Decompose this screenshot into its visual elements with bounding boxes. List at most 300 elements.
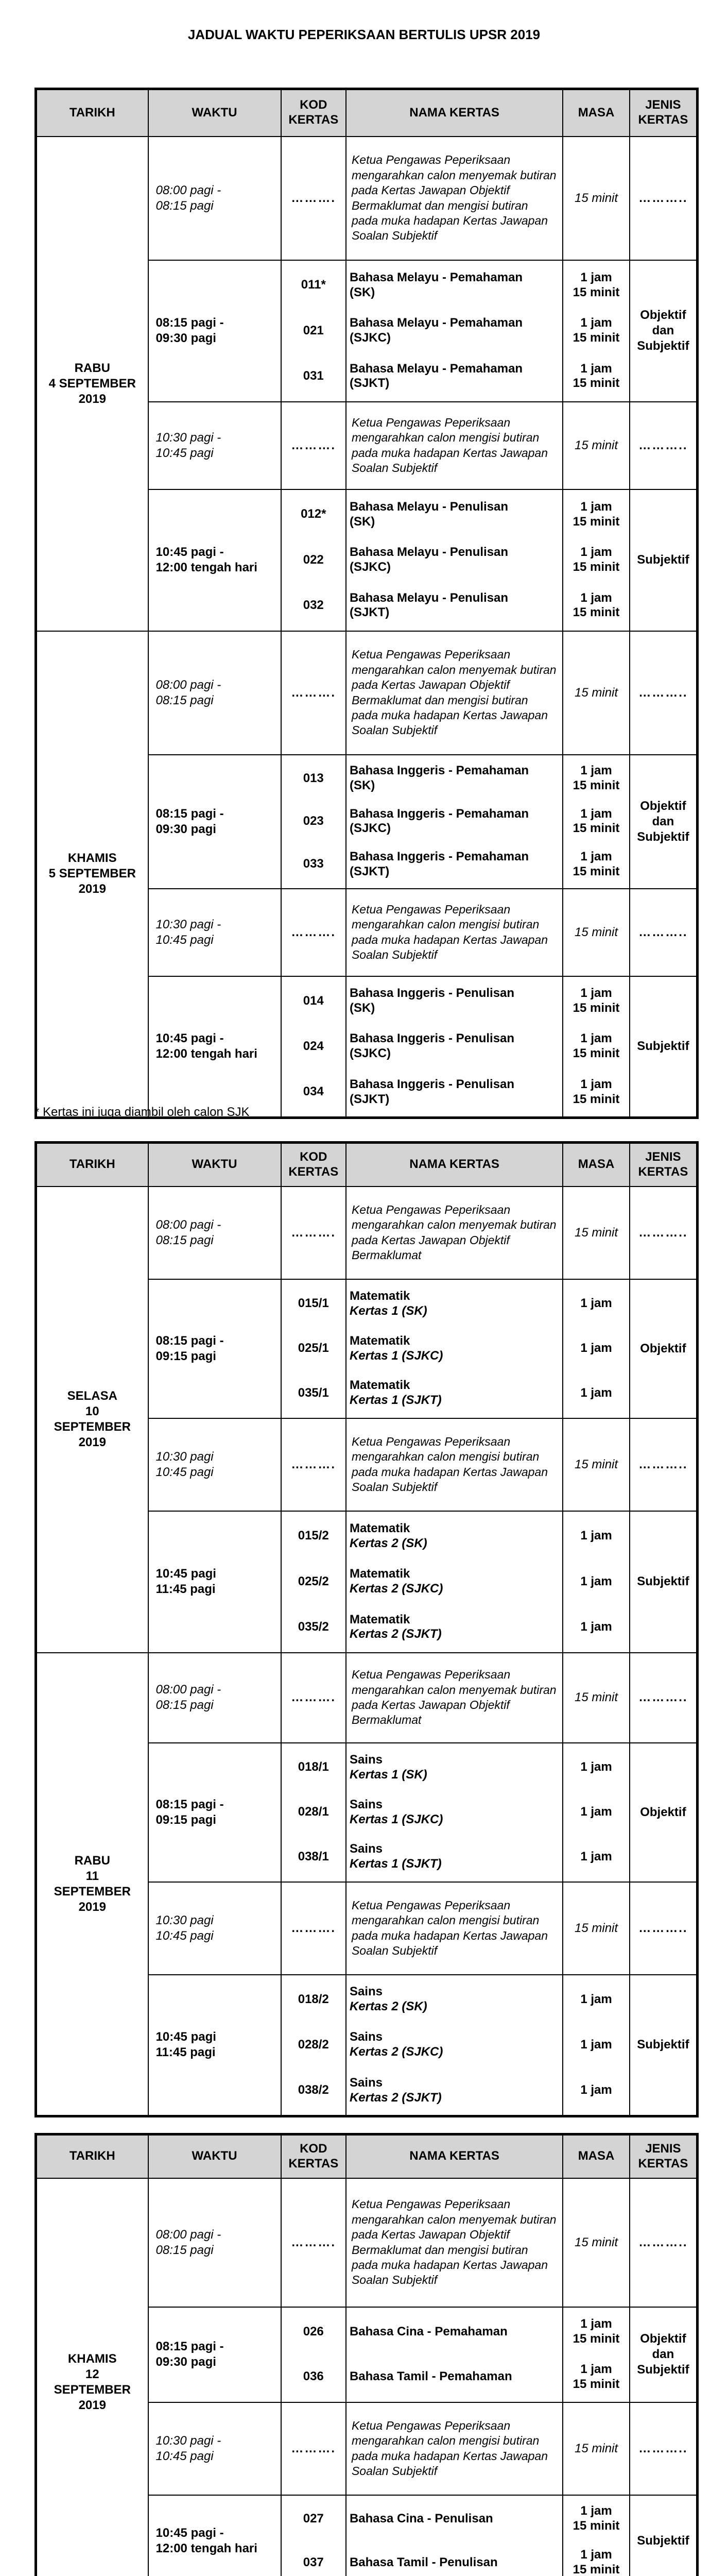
- time-cell: 10:30 pagi - 10:45 pagi: [148, 402, 281, 489]
- paper-type-cell: Subjektif: [630, 2495, 698, 2576]
- paper-variant: Kertas 1 (SK): [349, 1303, 427, 1318]
- paper-title: Matematik: [349, 1289, 410, 1303]
- paper-type-placeholder: ………..: [630, 1882, 698, 1975]
- paper-name-text: [350, 1077, 514, 1107]
- paper-code: 018/1: [298, 1760, 329, 1774]
- duration: 1 jam: [580, 1574, 612, 1588]
- paper-name-cell: [346, 489, 563, 631]
- paper-code-placeholder: ……….: [281, 402, 346, 489]
- paper-name-cell: [346, 1975, 563, 2116]
- duration-cell: 15 minit: [563, 2402, 630, 2495]
- paper-title: Bahasa Tamil - Penulisan: [349, 2555, 498, 2569]
- paper-variant: (SJKC): [349, 330, 391, 345]
- header-tarikh: TARIKH: [36, 89, 148, 137]
- time-cell: 08:00 pagi - 08:15 pagi: [148, 631, 281, 755]
- paper-name: [350, 1326, 559, 1371]
- paper-code: 038/1: [298, 1849, 329, 1863]
- paper-name-cell: [346, 755, 563, 889]
- paper-title: Bahasa Melayu - Pemahaman: [349, 361, 523, 376]
- header-kod-kertas: KOD KERTAS: [281, 2134, 346, 2178]
- paper-code: 025/1: [298, 1341, 329, 1355]
- paper-name: [350, 1745, 559, 1790]
- paper-name: [350, 2541, 559, 2576]
- paper-title: Bahasa Inggeris - Penulisan: [349, 1031, 515, 1046]
- time-cell: 10:30 pagi 10:45 pagi: [148, 1882, 281, 1975]
- paper-name-text: [350, 270, 523, 300]
- paper-code: 025/2: [298, 1574, 329, 1588]
- schedule-table-2: [34, 1141, 699, 2117]
- paper-name: [350, 843, 559, 886]
- paper-variant: Kertas 1 (SJKC): [349, 1348, 443, 1363]
- paper-name-text: [350, 807, 529, 837]
- paper-name: [350, 2022, 559, 2067]
- time-cell: 08:00 pagi - 08:15 pagi: [148, 1653, 281, 1743]
- paper-code-placeholder: ……….: [281, 1418, 346, 1511]
- paper-title: Sains: [349, 1842, 383, 1856]
- paper-code: 021: [303, 323, 324, 337]
- duration-cell: 15 minit: [563, 1187, 630, 1279]
- paper-name-text: [350, 500, 508, 530]
- duration: 1 jam: [580, 1296, 612, 1311]
- footnote: * Kertas ini juga diambil oleh calon SJK: [34, 1105, 250, 1119]
- duration: 1 jam: [580, 1341, 612, 1355]
- paper-name: [350, 2067, 559, 2113]
- time-cell: 08:00 pagi - 08:15 pagi: [148, 1187, 281, 1279]
- paper-code-placeholder: ……….: [281, 1882, 346, 1975]
- duration-cell: [563, 976, 630, 1118]
- paper-name: [350, 308, 559, 353]
- paper-name: [350, 537, 559, 583]
- duration-cell: 15 minit: [563, 2178, 630, 2307]
- paper-variant: (SJKT): [349, 376, 390, 391]
- paper-code-placeholder: ……….: [281, 631, 346, 755]
- paper-name: [350, 1371, 559, 1416]
- paper-name-cell: [346, 1279, 563, 1418]
- time-cell: 10:30 pagi 10:45 pagi: [148, 1418, 281, 1511]
- paper-code: 014: [303, 993, 324, 1008]
- schedule-table-1: [34, 88, 699, 1119]
- paper-name-text: [350, 2030, 443, 2060]
- paper-code: 026: [303, 2324, 324, 2338]
- duration-cell: 15 minit: [563, 1418, 630, 1511]
- paper-name-text: [350, 316, 523, 346]
- paper-name-cell: [346, 1743, 563, 1882]
- paper-code: 034: [303, 1084, 324, 1099]
- duration: 1 jam 15 minit: [573, 1031, 620, 1061]
- document-title: JADUAL WAKTU PEPERIKSAAN BERTULIS UPSR 2019: [187, 27, 541, 42]
- paper-title: Bahasa Inggeris - Penulisan: [349, 1077, 515, 1091]
- paper-code: 024: [303, 1039, 324, 1053]
- paper-variant: (SJKT): [349, 1092, 390, 1106]
- paper-name: [350, 353, 559, 399]
- paper-name-text: [350, 545, 508, 575]
- paper-code-cell: [281, 1279, 346, 1418]
- paper-name-text: [350, 2512, 493, 2527]
- instruction-text: Ketua Pengawas Peperiksaan mengarahkan calon mengisi butiran pada muka hadapan Kertas Jawapan Soalan Subjektif: [346, 1882, 563, 1975]
- duration: 1 jam 15 minit: [573, 2362, 620, 2391]
- paper-title: Matematik: [349, 1612, 410, 1626]
- duration: 1 jam 15 minit: [573, 590, 620, 620]
- schedule-table-3: [34, 2133, 699, 2576]
- paper-title: Bahasa Melayu - Penulisan: [349, 499, 509, 514]
- instruction-text: Ketua Pengawas Peperiksaan mengarahkan calon menyemak butiran pada Kertas Jawapan Objektif Bermaklumat: [346, 1653, 563, 1743]
- paper-name-text: [350, 1334, 443, 1364]
- paper-name: [350, 2497, 559, 2541]
- time-cell: 10:45 pagi - 12:00 tengah hari: [148, 489, 281, 631]
- paper-code-cell: [281, 489, 346, 631]
- paper-type-cell: Objektif: [630, 1279, 698, 1418]
- paper-code: 018/2: [298, 1992, 329, 2006]
- paper-code: 013: [303, 771, 324, 785]
- header-kod-kertas: KOD KERTAS: [281, 89, 346, 137]
- duration-cell: 15 minit: [563, 631, 630, 755]
- duration-cell: [563, 489, 630, 631]
- paper-name-text: [350, 1031, 514, 1061]
- paper-name: [350, 2310, 559, 2355]
- paper-code: 015/2: [298, 1529, 329, 1543]
- duration: 1 jam 15 minit: [573, 499, 620, 529]
- paper-type-placeholder: ………..: [630, 2402, 698, 2495]
- paper-variant: (SK): [349, 514, 375, 529]
- duration-cell: [563, 1975, 630, 2116]
- paper-title: Bahasa Inggeris - Pemahaman: [349, 806, 529, 821]
- header-jenis-kertas: JENIS KERTAS: [630, 89, 698, 137]
- paper-name: [350, 263, 559, 308]
- duration-cell: 15 minit: [563, 889, 630, 976]
- paper-name-text: [350, 986, 514, 1016]
- paper-name: [350, 978, 559, 1024]
- header-nama-kertas: NAMA KERTAS: [346, 2134, 563, 2178]
- paper-name: [350, 1790, 559, 1835]
- paper-name: [350, 1977, 559, 2022]
- duration-cell: [563, 1511, 630, 1653]
- header-waktu: WAKTU: [148, 89, 281, 137]
- duration: 1 jam 15 minit: [573, 2317, 620, 2346]
- time-cell: 10:30 pagi - 10:45 pagi: [148, 889, 281, 976]
- instruction-row: [36, 1187, 698, 1279]
- instruction-text: Ketua Pengawas Peperiksaan mengarahkan calon mengisi butiran pada muka hadapan Kertas Jawapan Soalan Subjektif: [346, 1418, 563, 1511]
- date-cell: KHAMIS 5 SEPTEMBER 2019: [36, 631, 148, 1118]
- instruction-text: Ketua Pengawas Peperiksaan mengarahkan calon menyemak butiran pada Kertas Jawapan Objektif Bermaklumat: [346, 1187, 563, 1279]
- duration: 1 jam: [580, 1385, 612, 1400]
- paper-code-cell: [281, 755, 346, 889]
- paper-type-placeholder: ………..: [630, 631, 698, 755]
- paper-title: Bahasa Melayu - Pemahaman: [349, 316, 523, 330]
- duration: 1 jam 15 minit: [573, 806, 620, 836]
- paper-name-text: [350, 850, 529, 879]
- duration-cell: [563, 755, 630, 889]
- paper-name: [350, 583, 559, 628]
- paper-name: [350, 492, 559, 537]
- paper-type-cell: Subjektif: [630, 1511, 698, 1653]
- paper-variant: Kertas 1 (SJKC): [349, 1812, 443, 1826]
- paper-code-cell: [281, 1743, 346, 1882]
- duration-cell: 15 minit: [563, 402, 630, 489]
- duration: 1 jam 15 minit: [573, 2504, 620, 2533]
- time-cell: 08:15 pagi - 09:30 pagi: [148, 2307, 281, 2402]
- paper-title: Sains: [349, 1797, 383, 1811]
- paper-code-placeholder: ……….: [281, 1653, 346, 1743]
- paper-code-placeholder: ……….: [281, 889, 346, 976]
- duration: 1 jam: [580, 1619, 612, 1634]
- paper-name-cell: [346, 260, 563, 402]
- paper-name-text: [350, 2076, 442, 2106]
- time-cell: 10:30 pagi - 10:45 pagi: [148, 2402, 281, 2495]
- paper-name-text: [350, 1289, 427, 1319]
- paper-code-cell: [281, 2495, 346, 2576]
- table-header-row: [36, 89, 698, 137]
- duration-cell: [563, 2495, 630, 2576]
- paper-name-text: [350, 362, 523, 392]
- paper-title: Matematik: [349, 1567, 410, 1581]
- time-cell: 08:00 pagi - 08:15 pagi: [148, 137, 281, 260]
- date-cell: RABU 4 SEPTEMBER 2019: [36, 137, 148, 631]
- paper-name-text: [350, 1798, 443, 1827]
- paper-variant: Kertas 1 (SK): [349, 1767, 427, 1782]
- paper-code: 037: [303, 2555, 324, 2569]
- paper-name-text: [350, 1378, 442, 1408]
- paper-name-text: [350, 2369, 512, 2384]
- paper-type-cell: Objektif dan Subjektif: [630, 2307, 698, 2402]
- duration: 1 jam 15 minit: [573, 361, 620, 391]
- duration: 1 jam 15 minit: [573, 545, 620, 574]
- paper-title: Bahasa Inggeris - Penulisan: [349, 986, 515, 1001]
- paper-variant: (SK): [349, 778, 375, 793]
- paper-code: 012*: [301, 507, 326, 521]
- paper-name-cell: [346, 2307, 563, 2402]
- duration: 1 jam 15 minit: [573, 270, 620, 299]
- time-cell: 08:15 pagi - 09:15 pagi: [148, 1279, 281, 1418]
- time-cell: 08:15 pagi - 09:15 pagi: [148, 1743, 281, 1882]
- paper-variant: (SJKT): [349, 864, 390, 878]
- time-cell: 08:00 pagi - 08:15 pagi: [148, 2178, 281, 2307]
- paper-variant: Kertas 2 (SJKC): [349, 1581, 443, 1596]
- paper-code: 033: [303, 857, 324, 871]
- paper-variant: (SJKT): [349, 605, 390, 620]
- paper-title: Matematik: [349, 1333, 410, 1348]
- paper-name-text: [350, 1985, 427, 2014]
- paper-title: Sains: [349, 2075, 383, 2090]
- instruction-text: Ketua Pengawas Peperiksaan mengarahkan calon menyemak butiran pada Kertas Jawapan Objektif Bermaklumat dan mengisi butiran pada muka hadapan Kertas Jawapan Soalan Subjektif: [346, 2178, 563, 2307]
- duration: 1 jam 15 minit: [573, 2548, 620, 2576]
- paper-title: Bahasa Inggeris - Pemahaman: [349, 850, 529, 864]
- paper-code: 035/1: [298, 1385, 329, 1400]
- header-waktu: WAKTU: [148, 2134, 281, 2178]
- time-cell: 10:45 pagi 11:45 pagi: [148, 1975, 281, 2116]
- paper-variant: Kertas 2 (SJKC): [349, 2045, 443, 2059]
- paper-name: [350, 800, 559, 843]
- paper-name-text: [350, 764, 529, 793]
- header-masa: MASA: [563, 89, 630, 137]
- duration: 1 jam 15 minit: [573, 850, 620, 878]
- paper-type-cell: Objektif dan Subjektif: [630, 755, 698, 889]
- paper-name-text: [350, 2555, 498, 2570]
- paper-title: Bahasa Melayu - Pemahaman: [349, 270, 523, 284]
- header-tarikh: TARIKH: [36, 1143, 148, 1187]
- date-cell: KHAMIS 12 SEPTEMBER 2019: [36, 2178, 148, 2576]
- paper-code-placeholder: ……….: [281, 1187, 346, 1279]
- paper-variant: (SJKC): [349, 560, 391, 574]
- paper-title: Sains: [349, 2030, 383, 2044]
- paper-code: 011*: [301, 278, 326, 292]
- paper-name: [350, 1069, 559, 1114]
- time-cell: 10:45 pagi 11:45 pagi: [148, 1511, 281, 1653]
- paper-code-placeholder: ……….: [281, 2402, 346, 2495]
- header-masa: MASA: [563, 2134, 630, 2178]
- instruction-row: [36, 2178, 698, 2307]
- header-waktu: WAKTU: [148, 1143, 281, 1187]
- paper-code-cell: [281, 976, 346, 1118]
- paper-title: Matematik: [349, 1378, 410, 1393]
- paper-name-text: [350, 591, 508, 621]
- duration: 1 jam: [580, 1529, 612, 1543]
- paper-name: [350, 1282, 559, 1327]
- paper-title: Matematik: [349, 1521, 410, 1535]
- paper-code: 031: [303, 368, 324, 383]
- time-cell: 10:45 pagi - 12:00 tengah hari: [148, 2495, 281, 2576]
- paper-title: Sains: [349, 1753, 383, 1767]
- paper-code-cell: [281, 260, 346, 402]
- duration: 1 jam 15 minit: [573, 316, 620, 345]
- table-header-row: [36, 1143, 698, 1187]
- paper-type-cell: Subjektif: [630, 489, 698, 631]
- time-cell: 10:45 pagi - 12:00 tengah hari: [148, 976, 281, 1118]
- paper-type-placeholder: ………..: [630, 402, 698, 489]
- paper-name-text: [350, 1613, 442, 1642]
- paper-variant: (SJKC): [349, 1046, 391, 1061]
- paper-code: 038/2: [298, 2083, 329, 2097]
- duration-cell: [563, 1743, 630, 1882]
- paper-code-cell: [281, 1511, 346, 1653]
- paper-name-cell: [346, 1511, 563, 1653]
- instruction-row: [36, 137, 698, 260]
- paper-title: Bahasa Inggeris - Pemahaman: [349, 764, 529, 778]
- paper-name-text: [350, 1567, 443, 1597]
- duration: 1 jam: [580, 1760, 612, 1774]
- paper-variant: Kertas 1 (SJKT): [349, 1857, 442, 1871]
- paper-type-placeholder: ………..: [630, 1418, 698, 1511]
- paper-title: Bahasa Melayu - Penulisan: [349, 590, 509, 605]
- paper-code: 023: [303, 814, 324, 828]
- instruction-text: Ketua Pengawas Peperiksaan mengarahkan calon mengisi butiran pada muka hadapan Kertas Jawapan Soalan Subjektif: [346, 2402, 563, 2495]
- duration: 1 jam: [580, 1805, 612, 1819]
- paper-title: Bahasa Cina - Pemahaman: [349, 2324, 508, 2338]
- paper-code-cell: [281, 2307, 346, 2402]
- paper-code-placeholder: ……….: [281, 137, 346, 260]
- paper-code: 035/2: [298, 1619, 329, 1634]
- header-masa: MASA: [563, 1143, 630, 1187]
- paper-name: [350, 1514, 559, 1559]
- time-cell: 08:15 pagi - 09:30 pagi: [148, 755, 281, 889]
- paper-type-cell: Objektif dan Subjektif: [630, 260, 698, 402]
- paper-variant: Kertas 2 (SK): [349, 1999, 427, 2013]
- duration: 1 jam: [580, 1849, 612, 1863]
- header-nama-kertas: NAMA KERTAS: [346, 1143, 563, 1187]
- paper-type-placeholder: ………..: [630, 1187, 698, 1279]
- instruction-text: Ketua Pengawas Peperiksaan mengarahkan calon menyemak butiran pada Kertas Jawapan Objektif Bermaklumat dan mengisi butiran pada muka hadapan Kertas Jawapan Soalan Subjektif: [346, 137, 563, 260]
- duration-cell: [563, 2307, 630, 2402]
- table-header-row: [36, 2134, 698, 2178]
- paper-type-cell: Subjektif: [630, 1975, 698, 2116]
- paper-name: [350, 757, 559, 800]
- paper-code: 028/1: [298, 1805, 329, 1819]
- duration-cell: [563, 260, 630, 402]
- header-nama-kertas: NAMA KERTAS: [346, 89, 563, 137]
- paper-name-text: [350, 2325, 508, 2340]
- paper-name-text: [350, 1753, 427, 1783]
- paper-variant: Kertas 2 (SJKT): [349, 1627, 442, 1641]
- instruction-row: [36, 631, 698, 755]
- paper-type-cell: Objektif: [630, 1743, 698, 1882]
- paper-type-placeholder: ………..: [630, 889, 698, 976]
- paper-variant: (SK): [349, 285, 375, 299]
- duration-cell: 15 minit: [563, 1882, 630, 1975]
- header-jenis-kertas: JENIS KERTAS: [630, 1143, 698, 1187]
- header-kod-kertas: KOD KERTAS: [281, 1143, 346, 1187]
- paper-type-placeholder: ………..: [630, 137, 698, 260]
- paper-variant: Kertas 2 (SJKT): [349, 2090, 442, 2105]
- paper-name: [350, 1835, 559, 1879]
- paper-title: Bahasa Tamil - Pemahaman: [349, 2369, 512, 2384]
- paper-title: Sains: [349, 1985, 383, 1999]
- paper-variant: (SJKC): [349, 821, 391, 836]
- paper-code: 015/1: [298, 1296, 329, 1311]
- header-jenis-kertas: JENIS KERTAS: [630, 2134, 698, 2178]
- instruction-text: Ketua Pengawas Peperiksaan mengarahkan calon mengisi butiran pada muka hadapan Kertas Jawapan Soalan Subjektif: [346, 889, 563, 976]
- paper-name: [350, 1604, 559, 1650]
- duration: 1 jam: [580, 2037, 612, 2052]
- duration: 1 jam: [580, 2083, 612, 2097]
- paper-type-cell: Subjektif: [630, 976, 698, 1118]
- duration: 1 jam 15 minit: [573, 986, 620, 1015]
- paper-code: 022: [303, 552, 324, 567]
- instruction-row: [36, 1653, 698, 1743]
- paper-name-cell: [346, 2495, 563, 2576]
- paper-code: 036: [303, 2369, 324, 2384]
- duration: 1 jam 15 minit: [573, 764, 620, 793]
- instruction-text: Ketua Pengawas Peperiksaan mengarahkan calon mengisi butiran pada muka hadapan Kertas Jawapan Soalan Subjektif: [346, 402, 563, 489]
- paper-code: 028/2: [298, 2037, 329, 2052]
- paper-variant: Kertas 2 (SK): [349, 1536, 427, 1550]
- date-cell: RABU 11 SEPTEMBER 2019: [36, 1653, 148, 2116]
- paper-type-placeholder: ………..: [630, 2178, 698, 2307]
- duration-cell: [563, 1279, 630, 1418]
- paper-name-cell: [346, 976, 563, 1118]
- paper-name: [350, 1559, 559, 1604]
- duration: 1 jam: [580, 1992, 612, 2006]
- paper-code: 027: [303, 2511, 324, 2526]
- date-cell: SELASA 10 SEPTEMBER 2019: [36, 1187, 148, 1653]
- paper-code-placeholder: ……….: [281, 2178, 346, 2307]
- paper-name: [350, 2354, 559, 2400]
- time-cell: 08:15 pagi - 09:30 pagi: [148, 260, 281, 402]
- paper-code-cell: [281, 1975, 346, 2116]
- paper-name: [350, 1024, 559, 1069]
- paper-code: 032: [303, 598, 324, 612]
- paper-variant: (SK): [349, 1001, 375, 1015]
- paper-variant: Kertas 1 (SJKT): [349, 1393, 442, 1408]
- paper-title: Bahasa Melayu - Penulisan: [349, 545, 509, 560]
- paper-name-text: [350, 1842, 442, 1872]
- duration-cell: 15 minit: [563, 137, 630, 260]
- paper-title: Bahasa Cina - Penulisan: [349, 2511, 493, 2526]
- header-tarikh: TARIKH: [36, 2134, 148, 2178]
- instruction-text: Ketua Pengawas Peperiksaan mengarahkan calon menyemak butiran pada Kertas Jawapan Objektif Bermaklumat dan mengisi butiran pada muka hadapan Kertas Jawapan Soalan Subjektif: [346, 631, 563, 755]
- paper-type-placeholder: ………..: [630, 1653, 698, 1743]
- duration: 1 jam 15 minit: [573, 1077, 620, 1106]
- paper-name-text: [350, 1521, 427, 1551]
- duration-cell: 15 minit: [563, 1653, 630, 1743]
